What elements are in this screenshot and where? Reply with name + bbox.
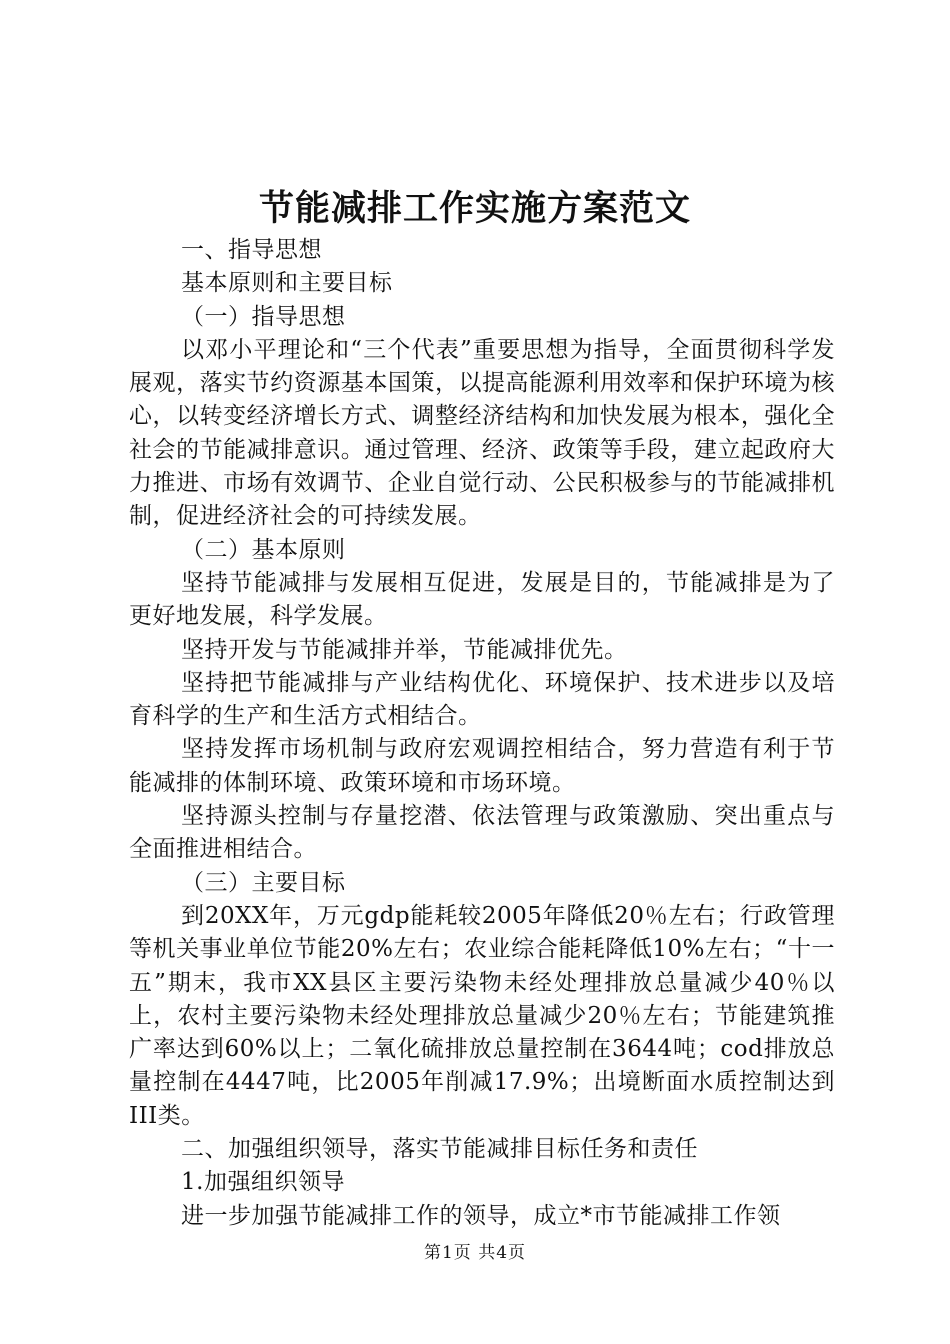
paragraph-principle-3: 坚持把节能减排与产业结构优化、环境保护、技术进步以及培育科学的生产和生活方式相结合。 — [129, 669, 835, 730]
subsection-heading-1: （一）指导思想 — [181, 303, 346, 330]
paragraph-principle-5: 坚持源头控制与存量挖潜、依法管理与政策激励、突出重点与全面推进相结合。 — [129, 803, 835, 863]
section-heading-guiding-ideology: 一、指导思想 — [181, 237, 322, 263]
paragraph-principle-1: 坚持节能减排与发展相互促进，发展是目的，节能减排是为了更好地发展，科学发展。 — [129, 569, 835, 630]
paragraph-principle-2: 坚持开发与节能减排并举，节能减排优先。 — [181, 636, 628, 663]
document-title: 节能减排工作实施方案范文 — [258, 188, 691, 229]
subsection-heading-3: （三）主要目标 — [181, 869, 346, 896]
paragraph-organization: 进一步加强节能减排工作的领导，成立*市节能减排工作领 — [181, 1202, 781, 1229]
page-number-footer: 第1页 共4页 — [423, 1243, 527, 1263]
section-heading-organization: 二、加强组织领导，落实节能减排目标任务和责任 — [181, 1136, 698, 1163]
paragraph-main-goals: 到20XX年，万元gdp能耗较2005年降低20％左右；行政管理等机关事业单位节能20%左右；农业综合能耗降低10%左右；“十一五”期末，我市XX县区主要污染物未经处理排放总量减少40％以上，农村主要污染物未经处理排放总量减少20％左右；节能建筑推广率达到60%以上；二氧化硫排放总量控制在3644吨；cod排放总量控制在4447吨，比2005年削减17.9%；出境断面水质控制达到III类。 — [129, 902, 835, 1129]
document-body — [129, 234, 835, 1233]
subheading-principles-goals: 基本原则和主要目标 — [181, 270, 393, 297]
subsection-heading-2: （二）基本原则 — [181, 536, 346, 563]
item-heading-organization: 1.加强组织领导 — [181, 1169, 345, 1196]
paragraph-principle-4: 坚持发挥市场机制与政府宏观调控相结合，努力营造有利于节能减排的体制环境、政策环境和市场环境。 — [129, 736, 835, 796]
paragraph-guiding-ideology: 以邓小平理论和“三个代表”重要思想为指导，全面贯彻科学发展观，落实节约资源基本国策，以提高能源利用效率和保护环境为核心，以转变经济增长方式、调整经济结构和加快发展为根本，强化全社会的节能减排意识。通过管理、经济、政策等手段，建立起政府大力推进、市场有效调节、企业自觉行动、公民积极参与的节能减排机制，促进经济社会的可持续发展。 — [129, 336, 835, 530]
